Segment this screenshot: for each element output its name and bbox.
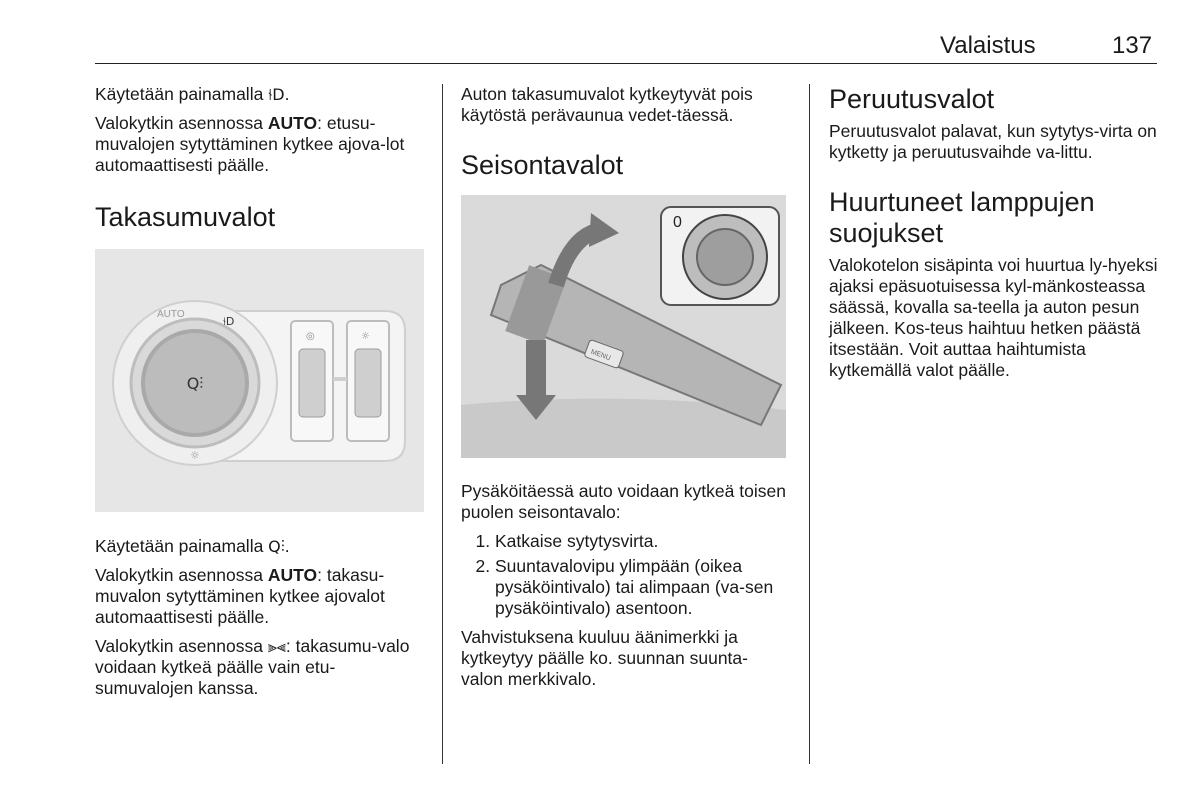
side-lights-icon: ⫸⫷ (267, 637, 286, 656)
indicator-stalk-figure (461, 195, 786, 463)
svg-text:☼: ☼ (190, 449, 200, 462)
parking-steps (461, 531, 786, 619)
paragraph-rear-fog-usage: Käytetään painamalla Q⫶. (95, 536, 290, 556)
paragraph-front-fog-usage: Käytetään painamalla ⫮D. (95, 84, 290, 104)
paragraph-front-fog-auto: Valokytkin asennossa AUTO: etusu-muvalojen sytyttäminen kytkee ajova-lot automaattisesti päälle. (95, 113, 405, 175)
column-2 (461, 84, 786, 698)
column-1 (95, 84, 425, 707)
front-fog-light-icon: ⫮D (268, 85, 285, 104)
paragraph-confirmation: Vahvistuksena kuuluu äänimerkki ja kytkeytyy päälle ko. suunnan suunta-valon merkkivalo. (461, 627, 748, 689)
svg-text:0: 0 (673, 214, 682, 231)
light-switch-figure (95, 249, 424, 517)
svg-text:☼: ☼ (361, 331, 370, 342)
column-divider-1 (442, 84, 443, 764)
column-divider-2 (809, 84, 810, 764)
svg-text:MENU: MENU (589, 348, 612, 363)
list-item: 1. Katkaise sytytysvirta. (495, 531, 786, 552)
paragraph-rear-fog-sidelights: Valokytkin asennossa ⫸⫷: takasumu-valo voidaan kytkeä päälle vain etu-sumuvalojen kanssa. (95, 636, 410, 698)
paragraph-trailer: Auton takasumuvalot kytkeytyvät pois käytöstä perävaunua vedet-täessä. (461, 84, 753, 125)
header-rule (95, 63, 1157, 64)
svg-text:◎: ◎ (306, 331, 315, 342)
page-number: 137 (1112, 32, 1153, 59)
svg-text:Q⫶: Q⫶ (186, 374, 204, 393)
rear-fog-light-icon: Q⫶ (268, 537, 285, 556)
svg-text:⫮D: ⫮D (223, 315, 235, 328)
paragraph-condensation: Valokotelon sisäpinta voi huurtua ly-hyeksi ajaksi epäsuotuisessa kyl-mänkosteassa säässä, kovalla sa-teella ja auton pesun jälkeen. Kos-teus haihtuu hetken päästä itsestään. Voit auttaa haihtumista kytkemällä valot päälle. (829, 255, 1158, 380)
paragraph-parking-intro: Pysäköitäessä auto voidaan kytkeä toisen puolen seisontavalo: (461, 481, 786, 522)
column-3 (829, 84, 1159, 389)
section-title: Valaistus (940, 32, 1036, 59)
paragraph-rear-fog-auto: Valokytkin asennossa AUTO: takasu-muvalon sytyttäminen kytkee ajovalot automaattisesti päälle. (95, 565, 385, 627)
heading-condensation: Huurtuneet lamppujen suojukset (829, 187, 1095, 248)
paragraph-reversing-lights: Peruutusvalot palavat, kun sytytys-virta on kytketty ja peruutusvaihde va-littu. (829, 121, 1157, 162)
heading-seisontavalot: Seisontavalot (461, 150, 624, 180)
heading-peruutusvalot: Peruutusvalot (829, 84, 995, 114)
heading-takasumuvalot: Takasumuvalot (95, 202, 276, 232)
svg-text:AUTO: AUTO (157, 309, 185, 320)
list-item: 2. Suuntavalovipu ylimpään (oikea pysäköintivalo) tai alimpaan (va-sen pysäköintivalo) asentoon. (495, 556, 786, 619)
